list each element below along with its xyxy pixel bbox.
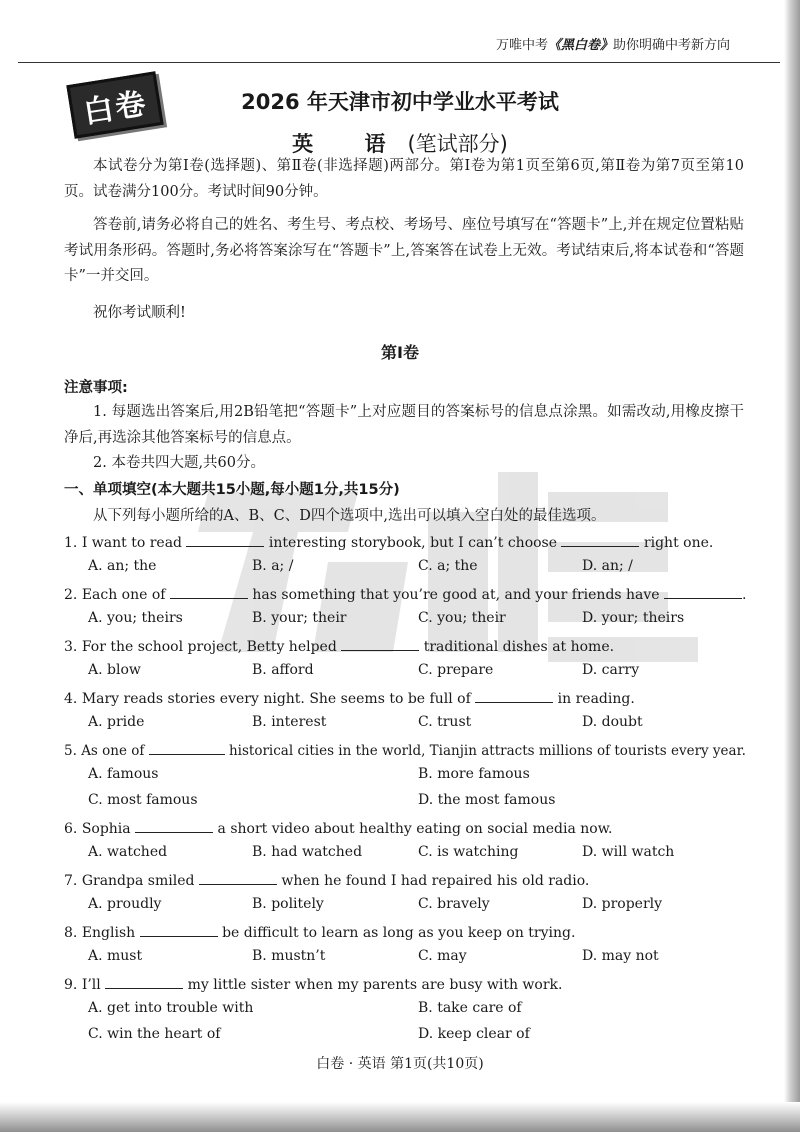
option: A. pride (88, 714, 145, 730)
option: D. properly (582, 896, 663, 912)
part-one-instruction: 从下列每小题所给的A、B、C、D四个选项中,选出可以填入空白处的最佳选项。 (93, 508, 606, 524)
header-rule (18, 62, 780, 63)
option: C. trust (418, 714, 472, 730)
question-1: 1. I want to read interesting storybook, but I can’t choose right one. (64, 532, 713, 551)
option: D. may not (582, 948, 659, 964)
notes-heading: 注意事项: (64, 380, 128, 396)
answer-blank (199, 870, 277, 885)
option: C. most famous (88, 792, 198, 808)
option: B. had watched (252, 844, 363, 860)
option: D. keep clear of (418, 1026, 530, 1042)
option: C. win the heart of (88, 1026, 221, 1042)
section-title: 第Ⅰ卷 (381, 343, 419, 362)
option: A. an; the (88, 558, 157, 574)
tagline-suffix: 助你明确中考新方向 (612, 38, 730, 53)
option: B. politely (252, 896, 324, 912)
scan-bottom-edge (0, 1102, 800, 1132)
question-3: 3. For the school project, Betty helped traditional dishes at home. (64, 636, 614, 655)
option: A. proudly (88, 896, 162, 912)
intro-paragraph-2: 答卷前,请务必将自己的姓名、考生号、考点校、考场号、座位号填写在“答题卡”上,并在规定位置粘贴考试用条形码。答题时,务必将答案涂写在“答题卡”上,答案答在试卷上无效。考试结束后,将本试卷和“答题卡”一并交回。 (64, 217, 744, 284)
answer-blank (186, 532, 264, 547)
option: D. doubt (582, 714, 643, 730)
option: A. get into trouble with (88, 1000, 254, 1016)
option: C. a; the (418, 558, 478, 574)
bai-juan-badge: 白卷 (66, 71, 163, 138)
option: A. must (88, 948, 143, 964)
intro-paragraph-3: 祝你考试顺利! (93, 305, 186, 321)
option: C. bravely (418, 896, 490, 912)
option: B. more famous (418, 766, 530, 782)
answer-blank (140, 922, 218, 937)
answer-blank (170, 584, 248, 599)
question-2: 2. Each one of has something that you’re good at, and your friends have . (64, 584, 747, 603)
tagline-prefix: 万唯中考 (495, 38, 548, 53)
option: A. watched (88, 844, 168, 860)
part-one-heading: 一、单项填空(本大题共15小题,每小题1分,共15分) (64, 482, 400, 498)
note-2: 2. 本卷共四大题,共60分。 (93, 455, 266, 471)
option: A. you; theirs (88, 610, 183, 626)
option: B. interest (252, 714, 327, 730)
option: B. a; / (252, 558, 294, 574)
option: A. famous (88, 766, 159, 782)
option: B. afford (252, 662, 314, 678)
answer-blank (135, 818, 213, 833)
option: D. your; theirs (582, 610, 685, 626)
answer-blank (105, 974, 183, 989)
page-footer: 白卷 · 英语 第1页(共10页) (316, 1056, 484, 1072)
option: B. mustn’t (252, 948, 326, 964)
option: B. take care of (418, 1000, 522, 1016)
intro-paragraph-1: 本试卷分为第Ⅰ卷(选择题)、第Ⅱ卷(非选择题)两部分。第Ⅰ卷为第1页至第6页,第Ⅱ卷为第7页至第10页。试卷满分100分。考试时间90分钟。 (64, 158, 744, 200)
option: D. an; / (582, 558, 633, 574)
question-4: 4. Mary reads stories every night. She seems to be full of in reading. (64, 688, 635, 707)
subject-paren: (笔试部分) (407, 132, 508, 156)
note-1: 1. 每题选出答案后,用2B铅笔把“答题卡”上对应题目的答案标号的信息点涂黑。如需改动,用橡皮擦干净后,再选涂其他答案标号的信息点。 (64, 404, 744, 446)
answer-blank (341, 636, 419, 651)
option: D. the most famous (418, 792, 556, 808)
option: C. prepare (418, 662, 494, 678)
option: C. is watching (418, 844, 519, 860)
option: B. your; their (252, 610, 347, 626)
scan-right-edge (784, 0, 800, 1132)
question-9: 9. I’ll my little sister when my parents are busy with work. (64, 974, 562, 993)
option: C. may (418, 948, 467, 964)
brand-tagline (496, 34, 730, 53)
question-8: 8. English be difficult to learn as long as you keep on trying. (64, 922, 575, 941)
question-7: 7. Grandpa smiled when he found I had repaired his old radio. (64, 870, 589, 889)
exam-title: 2026 年天津市初中学业水平考试 (241, 90, 559, 114)
answer-blank (475, 688, 553, 703)
option: D. will watch (582, 844, 675, 860)
answer-blank (149, 740, 225, 755)
question-6: 6. Sophia a short video about healthy eating on social media now. (64, 818, 613, 837)
answer-blank (664, 584, 742, 599)
question-5: 5. As one of historical cities in the world, Tianjin attracts millions of tourists every year. (64, 740, 746, 759)
tagline-brand: 《黑白卷》 (547, 38, 613, 53)
option: C. you; their (418, 610, 506, 626)
answer-blank (561, 532, 639, 547)
subject-label: 英 语 (292, 132, 408, 156)
option: A. blow (88, 662, 141, 678)
option: D. carry (582, 662, 640, 678)
